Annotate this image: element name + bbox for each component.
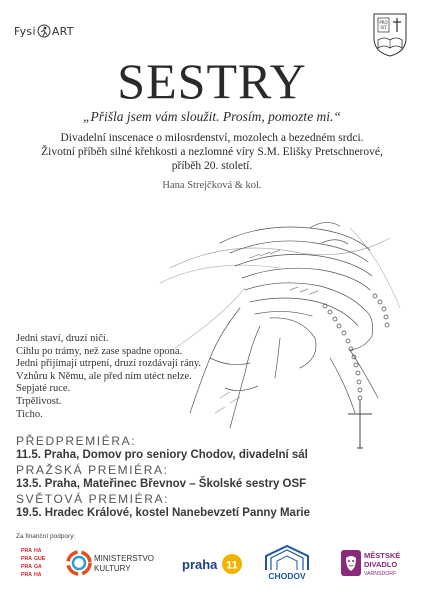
poem-line: Vzhůru k Němu, ale před ním utéct nelze. <box>16 370 192 382</box>
event-detail: 11.5. Praha, Domov pro seniory Chodov, divadelní sál <box>16 449 308 461</box>
poem-line: Cihlu po trámy, než zase spadne opona. <box>16 345 183 357</box>
event-heading: PRAŽSKÁ PREMIÉRA: <box>16 463 169 477</box>
praha-logo-text: HA <box>34 572 42 578</box>
praha11-text: praha <box>182 557 218 572</box>
figure-icon <box>37 24 51 38</box>
event-heading: PŘEDPREMIÉRA: <box>16 434 137 448</box>
description <box>20 131 404 173</box>
authors: Hana Strejčková & kol. <box>162 180 262 191</box>
praha-logo-text: HA <box>34 548 42 554</box>
svg-text:SIT: SIT <box>380 25 387 30</box>
support-label: Za finanční podpory: <box>16 533 76 540</box>
poem-line: Ticho. <box>16 408 43 420</box>
praha-logo-text: PRA <box>21 572 32 578</box>
praha-logo-text: GA <box>34 564 42 570</box>
varnsdorf-line3: VARNSDORF <box>364 571 397 577</box>
praha-logo-text: GUE <box>34 556 46 562</box>
brand-right-text: ART <box>51 24 74 38</box>
brand-left-text: Fysi <box>14 24 36 38</box>
description-line: Divadelní inscenace o milosrdenství, mozolech a bezedném srdci. <box>60 132 364 144</box>
varnsdorf-line1: MĚSTSKÉ <box>364 551 401 560</box>
page-title: SESTRY <box>117 53 307 109</box>
praha-11-logo <box>182 553 244 575</box>
praha11-num: 11 <box>226 559 238 572</box>
crest-logo <box>370 10 410 58</box>
poem-line: Jedni staví, druzí ničí. <box>16 333 109 344</box>
event-list <box>16 434 310 521</box>
mestske-divadlo-varnsdorf-logo <box>340 548 410 578</box>
varnsdorf-line2: DIVADLO <box>364 560 398 569</box>
mk-line2: KULTURY <box>94 564 131 573</box>
praha-logo-text: PRA <box>21 564 32 570</box>
poem-line: Sepjaté ruce. <box>16 383 71 395</box>
event-detail: 19.5. Hradec Králové, kostel Nanebevzetí Panny Marie <box>16 507 311 519</box>
description-line: Životní příběh silné křehkosti a nezlomné víry S.M. Elišky Pretschnerové, <box>41 146 383 158</box>
poem <box>16 333 201 421</box>
event-detail: 13.5. Praha, Mateřinec Břevnov – Školské sestry OSF <box>16 478 307 490</box>
praha-logo-text: PRA <box>21 556 32 562</box>
praha-logo-text: PRA <box>21 548 32 554</box>
event-heading: SVĚTOVÁ PREMIÉRA: <box>16 492 170 506</box>
poem-line: Jedni přijímají utrpení, druzí rozdávají rány. <box>16 358 202 370</box>
quote: „Přišla jsem vám sloužit. Prosím, pomozte mi.“ <box>83 109 341 124</box>
svg-text:PRO: PRO <box>379 20 388 25</box>
fysiart-logo <box>14 24 74 38</box>
ministerstvo-kultury-logo <box>66 548 158 578</box>
mk-line1: MINISTERSTVO <box>94 554 155 563</box>
chodov-text: CHODOV <box>268 571 306 581</box>
chodov-logo <box>256 544 318 582</box>
description-line: příběh 20. století. <box>171 160 253 172</box>
praha-logo <box>20 545 48 579</box>
poem-line: Trpělivost. <box>16 395 62 407</box>
